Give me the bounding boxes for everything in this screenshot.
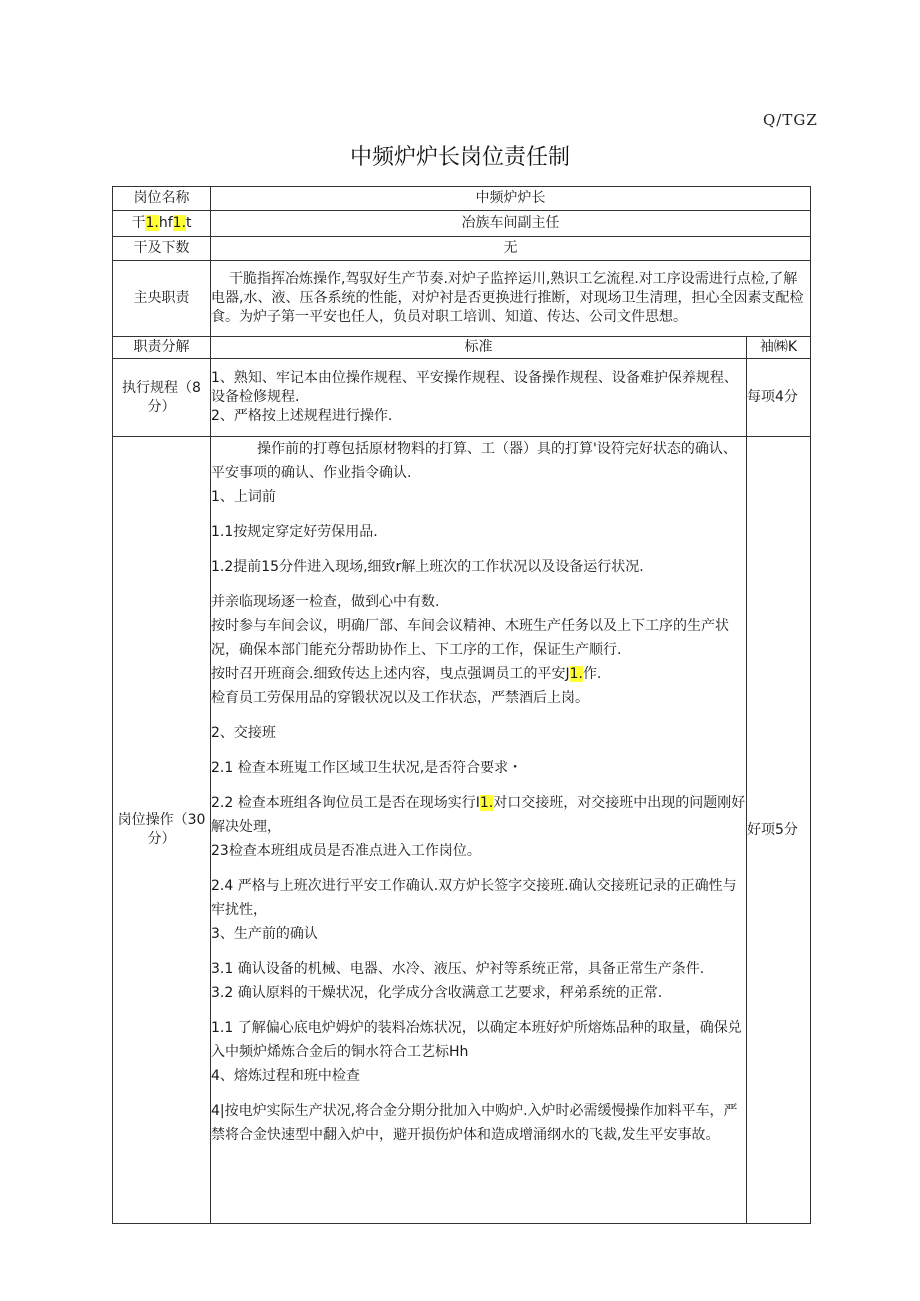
ops-para: 4|按电炉实际生产状况,将合金分期分批加入中购炉.入炉时必需缓慢操作加料平车，严禁将合金快速型中翻入炉中，避开损伤炉体和造成增涌纲水的飞裁,发生平安事故。 <box>211 1103 738 1143</box>
ops-para <box>211 791 746 839</box>
main-duty-body: 干脆指挥冶炼操作,驾驭好生产节奏.对炉子监捽运川,熟识工乞流程.对工序设需进行点检,了解电器,水、液、压各系统的性能，对炉衬是否更换进行推断，对现场卫生清理，担心全因素支配检食。为炉子第一平安也任人，负员对职工培训、知道、传达、公司文件思想。 <box>211 271 804 325</box>
ops-score: 好项5分 <box>747 437 811 1224</box>
ops-para: 23检查本班组成员是否准点进入工作岗位。 <box>211 843 481 859</box>
ops-para: 1、上词前 <box>211 489 276 505</box>
post-name-label: 岗位名称 <box>113 187 211 211</box>
ops-para: 按时参与车间会议，明确厂部、车间会议精神、木班生产任务以及上下工序的生产状况，确保本部门能充分帮助协作上、下工序的工作，保证生产顺行. <box>211 618 729 658</box>
row-main-duty <box>113 261 811 337</box>
ops-para: 1.1 了解偏心底电炉姆炉的装料冶炼状况，以确定本班好炉所熔炼品种的取量，确保兑入中频炉烯炼合金后的铜水符合工艺标Hh <box>211 1020 742 1060</box>
exec-line-1: 1、熟知、牢记本由位操作规程、平安操作规程、设备操作规程、设备难护保养规程、设备检修规程. <box>211 370 738 405</box>
ops-para: 3.1 确认设备的机械、电器、水冷、液压、炉衬等系统正常，具备正常生产条件. <box>211 961 705 977</box>
exec-standard <box>211 359 747 437</box>
responsibility-table <box>112 186 811 1224</box>
row-exec <box>113 359 811 437</box>
highlight-mark: 1. <box>145 215 159 231</box>
highlight-mark: 1. <box>172 215 187 231</box>
ops-standard <box>211 437 747 1224</box>
ops-para: 3.2 确认原料的干燥状况，化学成分含收满意工艺要求，秤弟系统的正常. <box>211 985 663 1001</box>
exec-score: 每项4分 <box>747 359 811 437</box>
ops-para <box>211 662 746 686</box>
subordinate-label: 干及下数 <box>113 237 211 261</box>
ops-para: 2、交接班 <box>211 725 276 741</box>
header-score: 袖㈱K <box>747 337 811 359</box>
superior-value: 冶族车间副主任 <box>211 211 811 237</box>
ops-para: 并亲临现场逐一检查，做到心中有数. <box>211 594 440 610</box>
row-post-name <box>113 187 811 211</box>
ops-para: 1.2提前15分件进入现场,细致r解上班次的工作状况以及设备运行状况. <box>211 559 644 575</box>
page-title: 中频炉炉长岗位责任制 <box>349 145 570 170</box>
ops-para: 检育员工劳保用品的穿锻状况以及工作状态，严禁酒后上岗。 <box>211 690 589 706</box>
ops-text: 2.2 检查本班组各询位员工是否在现场实行I <box>211 795 480 811</box>
main-duty-label: 主央职责 <box>113 261 211 337</box>
ops-para: 1.1按规定穿定好劳保用品. <box>211 524 378 540</box>
ops-para: 3、生产前的确认 <box>211 926 318 942</box>
ops-text: 对口交接班，对交接班中出现的问题刚好解决处理， <box>211 795 746 835</box>
ops-para: 2.1 检查本班嵬工作区域卫生状况,是否符合要求・ <box>211 760 523 776</box>
row-header <box>113 337 811 359</box>
post-name-value: 中频炉炉长 <box>211 187 811 211</box>
highlight-mark: 1. <box>479 795 494 811</box>
superior-label-mid: hf <box>158 215 173 231</box>
ops-para: 操作前的打尊包括原材物料的打算、工（器）具的打算'设符完好状态的确认、平安事项的确认、作业指令确认. <box>211 441 737 481</box>
document-code: Q/TGZ <box>763 111 818 129</box>
ops-text: 作. <box>582 666 602 682</box>
superior-label-post: t <box>186 215 192 231</box>
exec-line-2: 2、严格按上述规程进行操作. <box>211 408 393 424</box>
row-subordinate <box>113 237 811 261</box>
row-superior <box>113 211 811 237</box>
exec-label: 执行规程（8分） <box>113 359 211 437</box>
highlight-mark: 1. <box>569 666 583 682</box>
main-duty-text <box>211 261 811 337</box>
subordinate-value: 无 <box>211 237 811 261</box>
superior-label <box>113 211 211 237</box>
header-duty-breakdown: 职责分解 <box>113 337 211 359</box>
ops-para: 4、熔炼过程和班中检查 <box>211 1068 360 1084</box>
ops-label: 岗位操作（30分） <box>113 437 211 1224</box>
ops-para: 2.4 严格与上班次进行平安工作确认.双方炉长签字交接班.确认交接班记录的正确性与牢扰性， <box>211 878 737 918</box>
header-standard: 标准 <box>211 337 747 359</box>
superior-label-pre: 干 <box>131 215 146 231</box>
ops-text: 按时召开班商会.细致传达上述内容，曳点强调员工的平安J <box>211 666 570 682</box>
row-ops <box>113 437 811 1224</box>
